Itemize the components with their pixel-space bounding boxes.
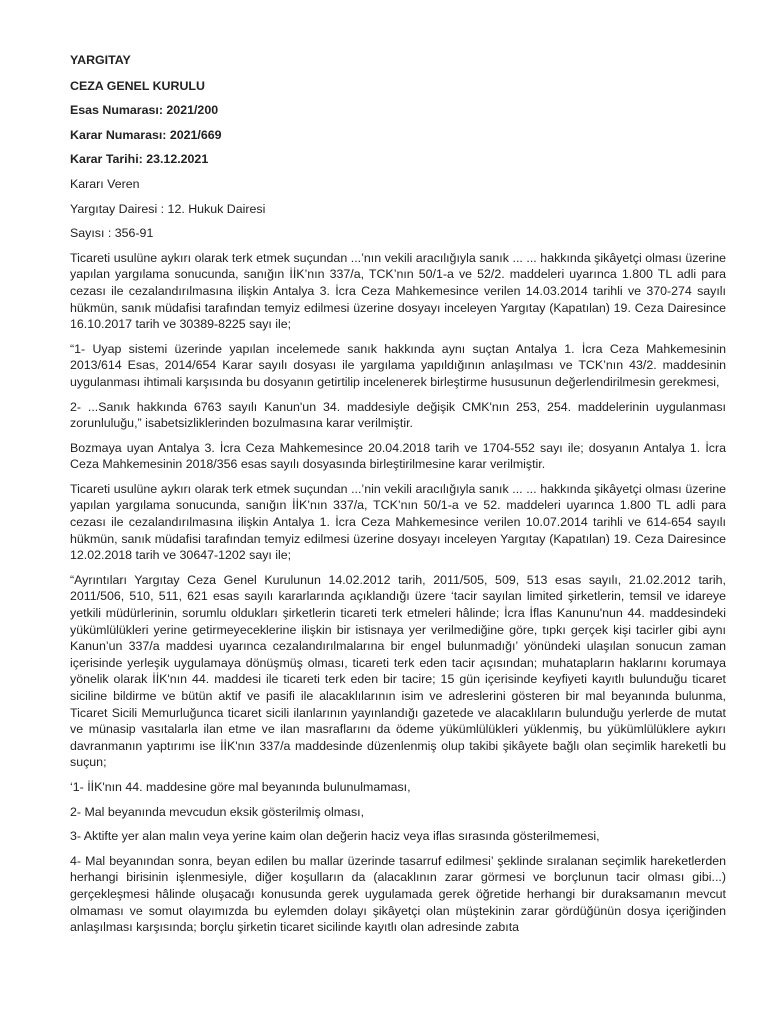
paragraph-4: Bozmaya uyan Antalya 3. İcra Ceza Mahkemesince 20.04.2018 tarih ve 1704-552 sayı ile; dosyanın Antalya 1. İcra Ceza Mahkemesinin 2018/356 esas sayılı dosyasında birleştirilmesine karar verilmiştir.: [70, 440, 726, 472]
list-item-1: ‘1- İİK'nın 44. maddesine göre mal beyanında bulunulmaması,: [70, 779, 411, 794]
karari-veren: Kararı Veren: [70, 176, 140, 191]
paragraph-3: 2- ...Sanık hakkında 6763 sayılı Kanun'un 34. maddesiyle değişik CMK'nın 253, 254. maddelerinin uygulanması zorunluluğu,” isabetsizliklerinden bozulmasına karar verilmiştir.: [70, 399, 726, 431]
paragraph-1: Ticareti usulüne aykırı olarak terk etmek suçundan ...’nın vekili aracılığıyla sanık ... ... hakkında şikâyetçi olması üzerine yapılan yargılama sonucunda, sanığın İİK’nın 337/a, TCK’nın 50/1-a ve 52/2. maddeleri uyarınca 1.800 TL adli para cezası ile cezalandırılmasına ilişkin Antalya 3. İcra Ceza Mahkemesince verilen 14.03.2014 tarihli ve 370-274 sayılı hükmün, sanık müdafisi tarafından temyiz edilmesi üzerine dosyayı inceleyen Yargıtay (Kapatılan) 19. Ceza Dairesince 16.10.2017 tarih ve 30389-8225 sayı ile;: [70, 250, 726, 332]
court-title: YARGITAY: [70, 53, 131, 67]
paragraph-2: “1- Uyap sistemi üzerinde yapılan incelemede sanık hakkında aynı suçtan Antalya 1. İcra Ceza Mahkemesinin 2013/614 Esas, 2014/654 Karar sayılı dosyası ile yargılama yapıldığının anlaşılması ve TCK’nın 43/2. maddesinin uygulanması ihtimali karşısında bu dosyanın getirtilip incelenerek birleştirme hususunun değerlendirilmesin gerekmesi,: [70, 341, 726, 389]
paragraph-5: Ticareti usulüne aykırı olarak terk etmek suçundan ...’nin vekili aracılığıyla sanık ... ... hakkında şikâyetçi olması üzerine yapılan yargılama sonucunda, sanığın İİK’nın 337/a, TCK’nın 50/1-a ve 52. maddeleri uyarınca 1.800 TL adli para cezası ile cezalandırılmasına ilişkin Antalya 1. İcra Ceza Mahkemesince verilen 10.07.2014 tarihli ve 614-654 sayılı hükmün, sanık müdafisi tarafından temyiz edilmesi üzerine dosyayı inceleyen Yargıtay (Kapatılan) 19. Ceza Dairesince 12.02.2018 tarih ve 30647-1202 sayı ile;: [70, 481, 726, 563]
list-item-3: 3- Aktifte yer alan malın veya yerine kaim olan değerin haciz veya iflas sırasında gösterilmemesi,: [70, 829, 600, 844]
list-item-2: 2- Mal beyanında mevcudun eksik gösterilmiş olması,: [70, 804, 365, 819]
esas-number: Esas Numarası: 2021/200: [70, 103, 219, 118]
karar-date: Karar Tarihi: 23.12.2021: [70, 152, 209, 167]
paragraph-6: “Ayrıntıları Yargıtay Ceza Genel Kurulunun 14.02.2012 tarih, 2011/505, 509, 513 esas sayılı, 21.02.2012 tarih, 2011/506, 510, 511, 621 esas sayılı kararlarında açıklandığı üzere ‘tacir sayılan limited şirketlerin, temsil ve idareye yetkili müdürlerinin, sorumlu oldukları şirketlerin ticareti terk etmeleri hâlinde; İcra İflas Kanunu'nun 44. maddesindeki yükümlülükleri yerine getirmeyeceklerine ilişkin bir istisnaya yer verilmediğine göre, tıpkı gerçek kişi tacirler gibi aynı Kanun’un 337/a maddesi uyarınca cezalandırılmalarına bir engel bulunmadığı’ yönündeki ulaşılan sonucun zaman içerisinde yerleşik uygulamaya dönüşmüş olması, ticareti terk eden tacir açısından; muhatapların haklarını korumaya yönelik olarak İİK'nın 44. maddesi ile ticareti terk eden bir tacire; 15 gün içerisinde keyfiyeti kayıtlı bulunduğu ticaret siciline bildirme ve bütün aktif ve pasifi ile alacaklılarının isim ve adreslerini gösteren bir mal beyanında bulunma, Ticaret Sicili Memurluğunca ticaret sicili ilanlarının yayınlandığı gazetede ve alacaklıların bulunduğu yerlerde de mutat ve münasip vasıtalarla ilan etme ve ilan masraflarını da ödeme yükümlülükleri yüklenmiş, bu yükümlülüklere aykırı davranmanın yaptırımı ise İİK'nın 337/a maddesinde düzenlenmiş olup takibi şikâyete bağlı olan seçimlik hareketli bu suçun;: [70, 572, 726, 770]
sayisi-line: Sayısı : 356-91: [70, 226, 154, 241]
karar-number: Karar Numarası: 2021/669: [70, 127, 222, 142]
board-title: CEZA GENEL KURULU: [70, 78, 205, 93]
paragraph-7: 4- Mal beyanından sonra, beyan edilen bu mallar üzerinde tasarruf edilmesi’ şeklinde sıralanan seçimlik hareketlerden herhangi birisinin işlenmesiyle, diğer koşulların da (alacaklının zarar görmesi ve borçlunun tacir olması gibi...) gerçekleşmesi hâlinde oluşacağı konusunda gerek uygulamada gerek öğretide herhangi bir duraksamanın mevcut olmaması ve somut olayımızda bu eylemden dolayı şikâyetçi olan müştekinin zarar gördüğünün dosya içeriğinden anlaşılması karşısında; borçlu şirketin ticaret sicilinde kayıtlı olan adresinde zabıta: [70, 853, 726, 935]
daire-line: Yargıtay Dairesi : 12. Hukuk Dairesi: [70, 201, 266, 216]
document-page: [70, 52, 726, 944]
